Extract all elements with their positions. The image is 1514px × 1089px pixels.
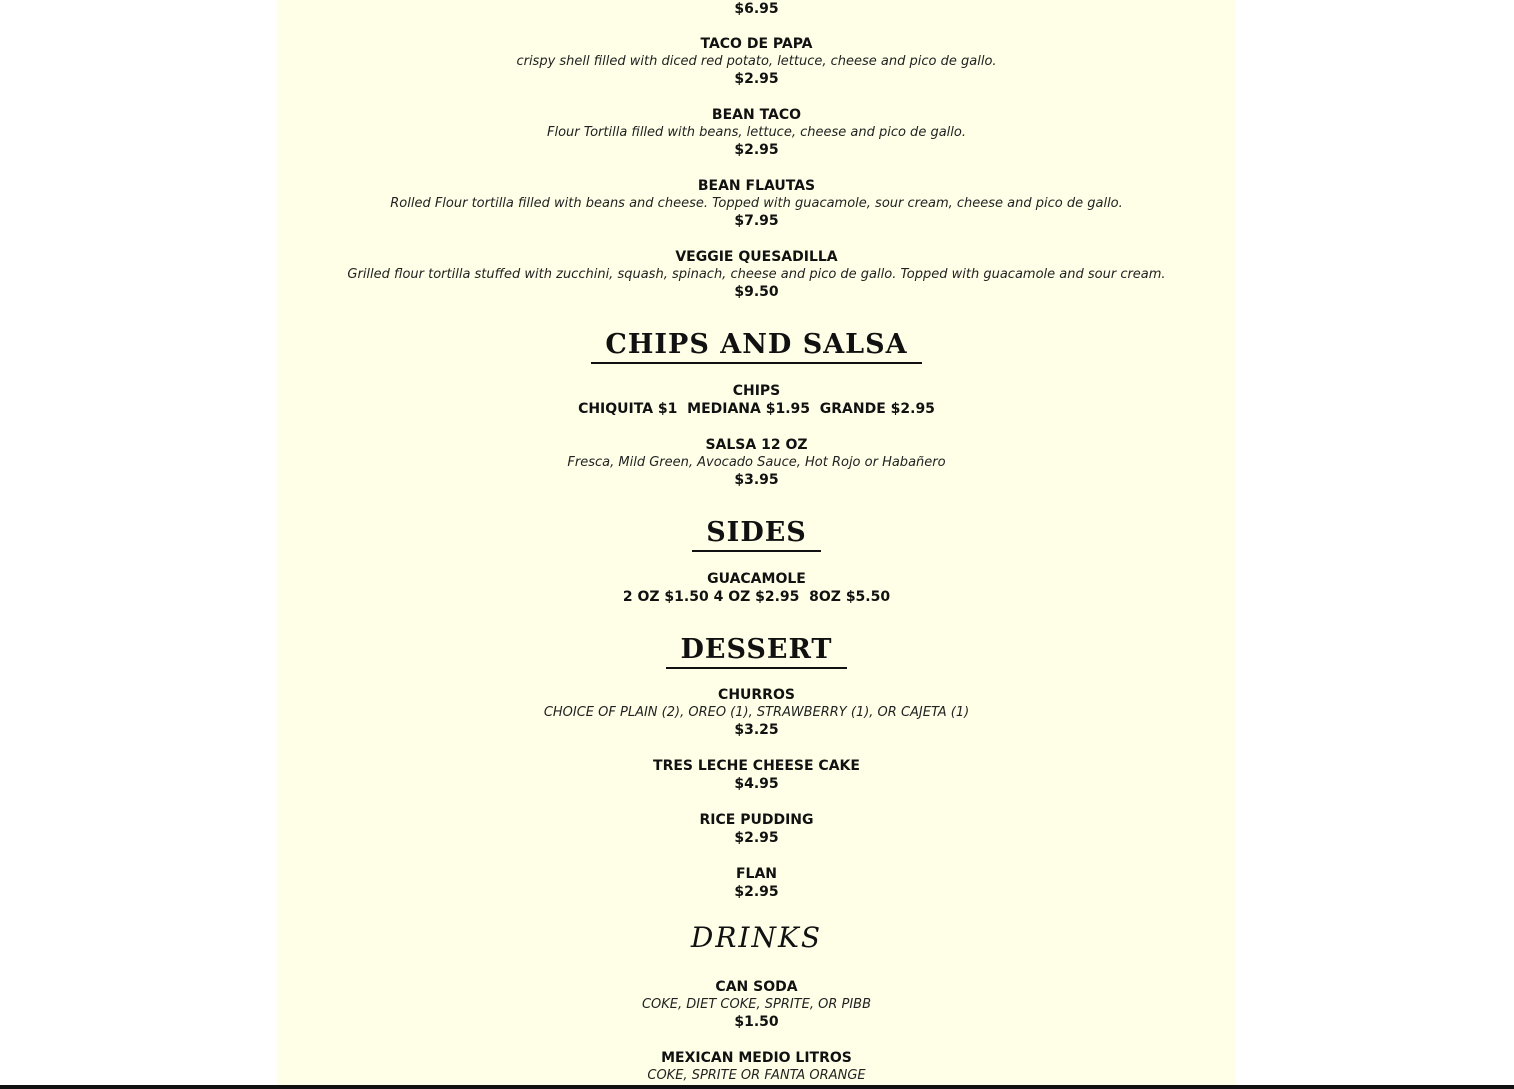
item-name: CHURROS (718, 687, 795, 703)
item-name: CAN SODA (715, 979, 798, 995)
section-heading-text: SIDES (692, 516, 821, 552)
item-name: BEAN FLAUTAS (697, 178, 816, 194)
item-price: $6.95 (734, 1, 779, 17)
item-price: $2.95 (734, 142, 779, 158)
item-name: SALSA 12 OZ (705, 437, 808, 453)
item-description: crispy shell filled with diced red potato, lettuce, cheese and pico de gallo. (516, 54, 997, 69)
item-description: Rolled Flour tortilla filled with beans and cheese. Topped with guacamole, sour cream, cheese and pico de gallo. (390, 196, 1123, 211)
item-name: CHIPS (732, 383, 781, 399)
item-name: RICE PUDDING (699, 812, 814, 828)
section-heading-chips-and-salsa (277, 328, 1236, 368)
item-name: TACO DE PAPA (700, 36, 813, 52)
item-description: Fresca, Mild Green, Avocado Sauce, Hot Rojo or Habañero (567, 455, 946, 470)
item-price: $3.95 (734, 472, 779, 488)
item-price: $2.95 (734, 830, 779, 846)
item-name: MEXICAN MEDIO LITROS (661, 1050, 852, 1066)
menu-page (277, 0, 1236, 1086)
section-heading-text: DESSERT (666, 633, 846, 669)
section-heading-sides (277, 516, 1236, 556)
item-price: $9.50 (734, 284, 779, 300)
item-description: CHOICE OF PLAIN (2), OREO (1), STRAWBERRY (1), OR CAJETA (1) (543, 705, 970, 720)
item-description: Flour Tortilla filled with beans, lettuce, cheese and pico de gallo. (547, 125, 966, 140)
item-name: VEGGIE QUESADILLA (675, 249, 838, 265)
item-description: COKE, DIET COKE, SPRITE, OR PIBB (641, 997, 872, 1012)
item-price: $4.95 (734, 776, 779, 792)
item-sizes: CHIQUITA $1 MEDIANA $1.95 GRANDE $2.95 (578, 401, 935, 417)
item-description: Grilled flour tortilla stuffed with zucchini, squash, spinach, cheese and pico de gallo. Topped with guacamole and sour cream. (347, 267, 1166, 282)
section-heading-text: CHIPS AND SALSA (591, 328, 921, 364)
item-price: $1.50 (734, 1014, 779, 1030)
item-name: BEAN TACO (711, 107, 802, 123)
item-name: TRES LECHE CHEESE CAKE (653, 758, 860, 774)
item-sizes: 2 OZ $1.50 4 OZ $2.95 8OZ $5.50 (622, 589, 891, 605)
section-heading-drinks: DRINKS (690, 921, 823, 954)
item-price: $2.95 (734, 71, 779, 87)
item-name: GUACAMOLE (707, 571, 806, 587)
bottom-divider (0, 1085, 1514, 1089)
section-heading-dessert (277, 633, 1236, 673)
item-description: COKE, SPRITE OR FANTA ORANGE (647, 1068, 866, 1083)
item-price: $3.25 (734, 722, 779, 738)
item-name: FLAN (735, 866, 778, 882)
item-price: $2.95 (734, 884, 779, 900)
item-price: $7.95 (734, 213, 779, 229)
